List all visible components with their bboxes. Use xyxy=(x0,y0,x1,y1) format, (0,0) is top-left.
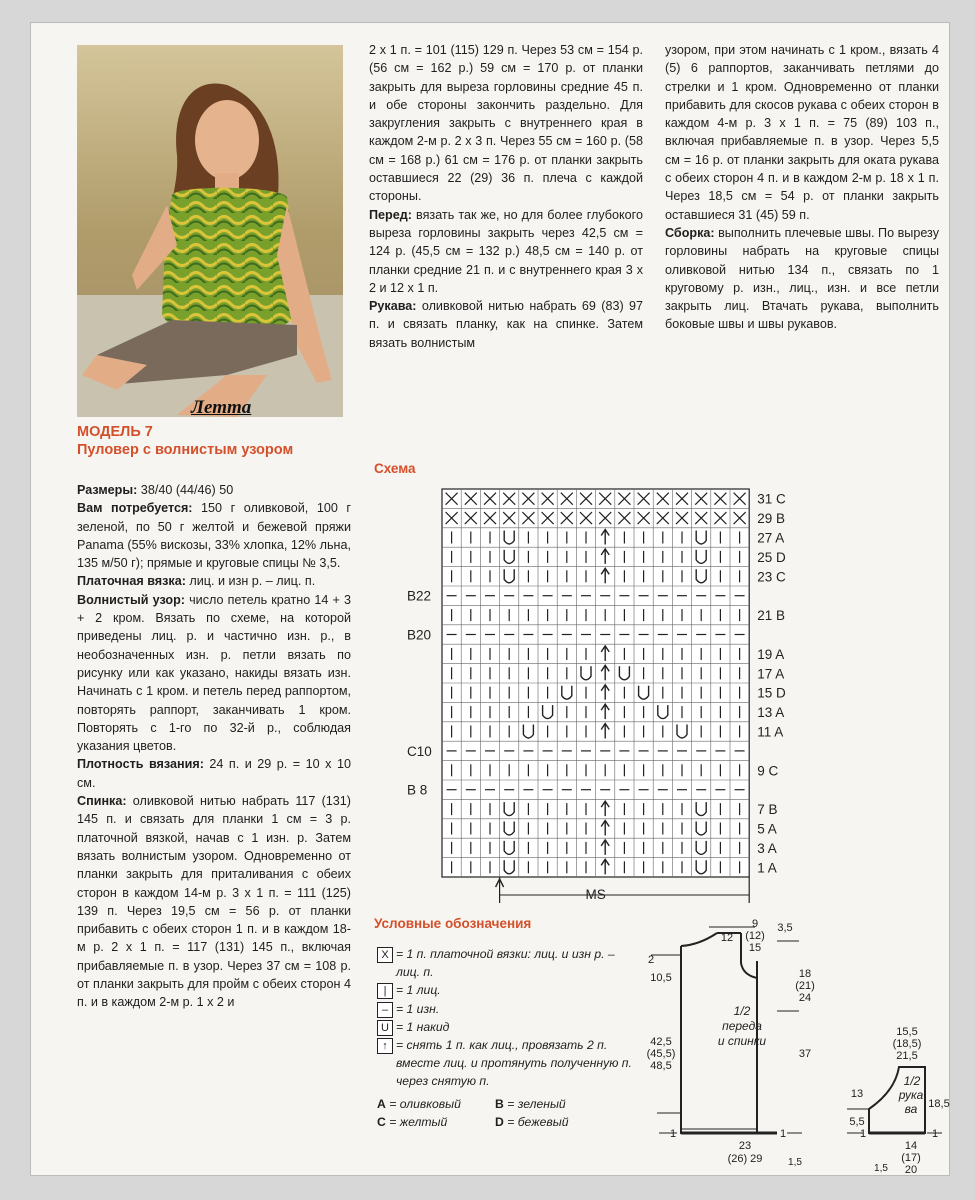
text-column-1 xyxy=(77,481,351,1012)
row-label: 1 A xyxy=(757,860,777,876)
paragraph: Размеры: 38/40 (44/46) 50 xyxy=(77,483,234,497)
row-label: 21 B xyxy=(757,608,785,624)
yarn-over-symbol-icon: U xyxy=(377,1020,393,1036)
pattern-caption: 1/2 xyxy=(903,1074,921,1088)
color-key-item: A = оливковый xyxy=(377,1096,461,1111)
color-key-item: D = бежевый xyxy=(495,1114,569,1129)
dim-label: 18,5 xyxy=(928,1098,950,1110)
dim-label: 15,5 xyxy=(896,1026,918,1038)
dim-label: 1 xyxy=(669,1128,677,1140)
dim-label: (12) xyxy=(745,930,765,942)
row-label: 23 C xyxy=(757,569,786,585)
paragraph: Рукава: оливковой нитью набрать 69 (83) 97 п. и связать планку, как на спинке. Затем вязать волнистым xyxy=(369,299,643,350)
dim-label: 24 xyxy=(798,992,812,1004)
dim-label: 1 xyxy=(859,1128,867,1140)
legend-item: X = 1 п. платочной вязки: лиц. и изн р. – лиц. п. xyxy=(377,945,637,981)
row-label: 13 A xyxy=(757,705,785,721)
pattern-caption: переда xyxy=(722,1019,762,1033)
row-label: 29 B xyxy=(757,511,785,527)
photo-signature: Летта xyxy=(191,397,252,418)
dim-label: (17) xyxy=(901,1152,921,1164)
row-label: B20 xyxy=(407,627,432,643)
cross-symbol-icon: X xyxy=(377,947,393,963)
row-label: 17 A xyxy=(757,666,785,682)
dim-label: (26) 29 xyxy=(727,1153,763,1165)
dim-label: 13 xyxy=(850,1088,864,1100)
legend-title: Условные обозначения xyxy=(374,916,532,931)
legend-item: ↑ = снять 1 п. как лиц., провязать 2 п. вместе лиц. и протянуть полученную п. через снятую п. xyxy=(377,1036,637,1091)
purl-symbol-icon: – xyxy=(377,1002,393,1018)
row-label: 5 A xyxy=(757,821,777,837)
dim-label: 23 xyxy=(738,1140,752,1152)
dim-label: 1 xyxy=(931,1128,939,1140)
row-label: C10 xyxy=(407,743,432,759)
pattern-caption: рука xyxy=(898,1088,924,1102)
dim-label: 37 xyxy=(798,1048,812,1060)
row-label: 9 C xyxy=(757,763,779,779)
color-key-item: C = желтый xyxy=(377,1114,448,1129)
magazine-page xyxy=(30,22,950,1176)
dim-label: 3,5 xyxy=(777,922,793,934)
dim-label: (18,5) xyxy=(892,1038,922,1050)
knitting-chart xyxy=(371,463,831,902)
paragraph: Спинка: оливковой нитью набрать 117 (131) 145 п. и связать для планки 1 см = 3 р. платочной вязкой, начав с 1 изн. р. Затем вязать волнистым узором. Одновременно от планки закрыть для приталивания с обеих сторон в каждом 14-м р. 3 х 1 п. = 111 (125) 139 п. Через 19,5 см = 56 р. от планки прибавить с обеих сторон 1 п. и в каждом 18-м р. 2 х 1 п. = 117 (131) 145 п., включая прибавляемые п. в узор. Через 37 см = 108 р. от планки закрыть для пройм с обеих сторон 4 п. и в каждом 2-м р. 1 х 2 и xyxy=(77,794,351,1010)
paragraph: Перед: вязать так же, но для более глубокого выреза горловины закрыть через 42,5 см = 124 р. (45,5 см = 132 р.) 48,5 см = 140 р. от планки средние 21 п. и с внутреннего края 3 х 2 и 12 х 1 п. xyxy=(369,207,643,295)
model-heading xyxy=(77,423,293,459)
knit-symbol-icon: | xyxy=(377,983,393,999)
dim-label: 21,5 xyxy=(896,1050,918,1062)
legend-item: – = 1 изн. xyxy=(377,1000,637,1018)
dim-label: 1,5 xyxy=(874,1163,888,1174)
row-label: 11 A xyxy=(757,724,784,740)
dim-label: 48,5 xyxy=(650,1060,672,1072)
model-number: МОДЕЛЬ 7 xyxy=(77,424,153,440)
row-label: 7 B xyxy=(757,802,778,818)
paragraph: Плотность вязания: 24 п. и 29 р. = 10 х 10 см. xyxy=(77,757,351,790)
text-column-3 xyxy=(665,41,939,334)
legend-item: U = 1 накид xyxy=(377,1018,637,1036)
paragraph: Сборка: выполнить плечевые швы. По вырезу горловины набрать на круговые спицы оливковой нитью 134 п., связать по 1 круговому р. изн., лиц., изн. и все петли закрыть лиц. Втачать рукава, выполнить боковые швы и швы рукавов. xyxy=(665,225,939,332)
row-label: 19 A xyxy=(757,646,785,662)
dim-label: 9 xyxy=(751,918,759,930)
row-label: 25 D xyxy=(757,549,786,565)
color-key xyxy=(377,1113,637,1131)
paragraph: узором, при этом начинать с 1 кром., вязать 4 (5) 6 раппортов, заканчивать петлями до стрелки и 1 кром. Одновременно от планки прибавить для скосов рукава с обеих сторон в каждом 4-м р. 3 х 1 п. = 75 (89) 103 п., включая прибавляемые п. в узор. Через 5,5 см = 16 р. от планки закрыть для оката рукава с обеих сторон 4 п. и в каждом 2-м р. 18 х 1 п. Через 18,5 см = 54 р. от планки закрыть оставшиеся 31 (45) 59 п. xyxy=(665,43,939,222)
dim-label: (45,5) xyxy=(646,1048,676,1060)
paragraph: Волнистый узор: число петель кратно 14 + 3 + 2 кром. Вязать по схеме, на которой приведены лиц. р. и частично изн. р., в необозначенных изн. р. петли вязать по рисунку или как указано, накиды вязать изн. Начинать с 1 кром. и петель перед раппортом, повторять раппорт, заканчивать 1 кром. Повторять с 1-го по 32-й р., соблюдая указания цветов. xyxy=(77,592,351,754)
dim-label: 18 xyxy=(798,968,812,980)
text-column-2 xyxy=(369,41,643,352)
dim-label: 14 xyxy=(904,1140,918,1152)
dim-label: 12 xyxy=(720,932,734,944)
dim-label: 15 xyxy=(748,942,762,954)
dim-label: (21) xyxy=(795,980,815,992)
paragraph: Платочная вязка: лиц. и изн р. – лиц. п. xyxy=(77,574,316,589)
model-title: Пуловер с волнистым узором xyxy=(77,442,294,458)
dim-label: 2 xyxy=(647,954,655,966)
pattern-caption: и спинки xyxy=(717,1034,767,1048)
dim-label: 20 xyxy=(904,1164,918,1176)
pattern-caption: 1/2 xyxy=(733,1004,751,1018)
chart-title: Схема xyxy=(374,461,416,476)
row-label: B 8 xyxy=(407,782,428,798)
dim-label: 5,5 xyxy=(849,1116,865,1128)
model-photo xyxy=(77,45,343,417)
decrease-arrow-symbol-icon: ↑ xyxy=(377,1038,393,1054)
paragraph: Вам потребуется: 150 г оливковой, 100 г зеленой, по 50 г желтой и бежевой пряжи Panama (55% вискозы, 33% хлопка, 12% льна, 135 м/50 г); прямые и круговые спицы № 3,5. xyxy=(77,501,352,571)
legend xyxy=(377,945,637,1131)
dim-label: 10,5 xyxy=(650,972,672,984)
ms-label: MS xyxy=(585,887,606,902)
row-label: 31 C xyxy=(757,491,786,507)
row-label: 15 D xyxy=(757,685,786,701)
dim-label: 42,5 xyxy=(650,1036,672,1048)
dim-label: 1,5 xyxy=(788,1157,802,1168)
pattern-caption: ва xyxy=(904,1102,918,1116)
color-key-item: B = зеленый xyxy=(495,1096,566,1111)
color-key xyxy=(377,1095,637,1113)
row-label: 27 A xyxy=(757,530,785,546)
row-label: 3 A xyxy=(757,840,777,856)
row-label: B22 xyxy=(407,588,432,604)
garment-pattern xyxy=(637,883,950,1176)
paragraph: 2 х 1 п. = 101 (115) 129 п. Через 53 см = 154 р. (56 см = 162 р.) 59 см = 170 р. от планки закрыть для выреза горловины средние 45 п. и обе стороны закончить раздельно. Для закругления закрыть с внутреннего края в каждом 2-м р. 2 х 3 п. Через 55 см = 160 р. (58 см = 168 р.) 61 см = 176 р. от планки закрыть оставшиеся 22 (29) 36 п. плеча с каждой стороны. xyxy=(369,43,643,204)
legend-item: | = 1 лиц. xyxy=(377,981,637,999)
dim-label: 1 xyxy=(779,1128,787,1140)
